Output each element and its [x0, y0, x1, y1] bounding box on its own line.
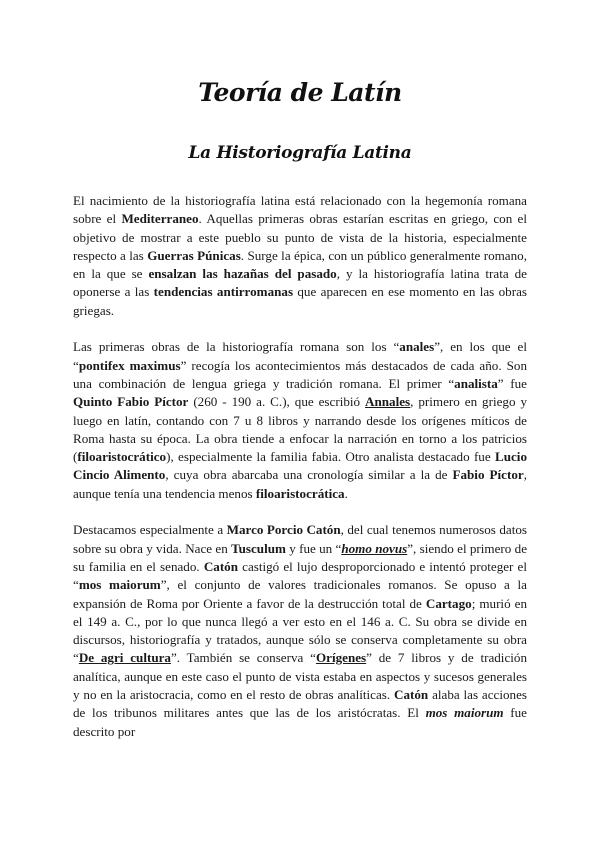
text-run: ), especialmente la familia fabia. Otro analista destacado fue: [166, 449, 495, 465]
emphasized-term: Cartago: [425, 595, 472, 611]
emphasized-term: De agri cultura: [78, 650, 171, 666]
text-run: ” de 7 libros y de tradición analítica, aunque en este caso el punto de vista estaba en aspectos y sucesos generales y no en la aristocracia, como en el resto de obras analíticas.: [73, 650, 527, 703]
text-run: , y la historiografía latina trata de oponerse a las: [73, 266, 527, 300]
text-run: . Aquellas primeras obras estarían escritas en griego, con el objetivo de mostrar a este pueblo su punto de vista de la historia, especialmente respecto a las: [73, 211, 527, 263]
text-run: .: [344, 485, 348, 501]
emphasized-term: Fabio Píctor: [452, 467, 524, 483]
text-run: ” fue: [497, 375, 527, 391]
emphasized-term: ensalzan las hazañas del pasado: [148, 266, 337, 282]
emphasized-term: pontifex maximus: [78, 357, 181, 373]
emphasized-term: filoaristocrático: [77, 449, 167, 465]
text-run: , del cual tenemos numerosos datos sobre su obra y vida. Nace en: [73, 522, 527, 556]
emphasized-term: Marco Porcio Catón: [226, 522, 341, 538]
text-run: fue descrito por: [73, 705, 527, 739]
emphasized-term: filoaristocrática: [255, 485, 345, 501]
paragraph-1: [73, 192, 527, 320]
emphasized-term: Orígenes: [315, 650, 367, 666]
paragraph-3: [73, 521, 527, 741]
text-run: , primero en griego y luego en latín, contando con 7 u 8 libros y narrando desde los orígenes míticos de Roma hasta su época. La obra tiende a enfocar la narración en torno a los patricios (: [73, 394, 527, 465]
emphasized-term: Mediterraneo: [121, 211, 199, 227]
emphasized-term: Tusculum: [231, 540, 286, 556]
emphasized-term: Catón: [394, 687, 429, 703]
text-run: , cuya obra abarcaba una cronología similar a la de: [165, 467, 453, 483]
emphasized-term: Guerras Púnicas: [147, 247, 241, 263]
emphasized-term: Lucio Cincio Alimento: [73, 449, 527, 483]
text-run: ”, en los que el “: [73, 339, 527, 373]
emphasized-term: anales: [399, 339, 435, 355]
emphasized-term: homo novus: [341, 540, 408, 556]
section-subtitle: La Historiografía Latina: [188, 143, 412, 163]
text-run: alaba las acciones de los tribunos militares antes que las de los aristócratas. El: [73, 687, 527, 721]
page-title: Teoría de Latín: [198, 78, 402, 107]
document-body: [73, 192, 527, 759]
emphasized-term: tendencias antirromanas: [153, 284, 294, 300]
text-run: y fue un “: [285, 540, 342, 556]
emphasized-term: mos maiorum: [425, 705, 504, 721]
text-run: castigó el lujo desproporcionado e intentó proteger el “: [73, 558, 527, 593]
emphasized-term: Annales: [365, 394, 411, 410]
text-run: ”, el conjunto de valores tradicionales romanos. Se opuso a la expansión de Roma por Oriente a favor de la destrucción total de: [73, 577, 527, 611]
text-run: . Surge la épica, con un público generalmente romano, en la que se: [73, 247, 527, 282]
text-run: El nacimiento de la historiografía latina está relacionado con la hegemonía romana sobre el: [73, 193, 527, 227]
text-run: ; murió en el 149 a. C., por lo que nunca llegó a ver esto en el 146 a. C. Su obra se divide en discursos, historiografía y tratados, aunque sólo se conserva completamente su obra “: [73, 595, 527, 666]
text-run: (260 - 190 a. C.), que escribió: [188, 394, 366, 410]
emphasized-term: Catón: [203, 558, 239, 574]
paragraph-2: [73, 338, 527, 503]
text-run: Las primeras obras de la historiografía romana son los “: [73, 339, 400, 355]
text-run: Destacamos especialmente a: [73, 522, 227, 538]
text-run: ” recogía los acontecimientos más destacados de cada año. Son una combinación de lengua griega y tradición romana. El primer “: [73, 357, 527, 391]
text-run: ”. También se conserva “: [170, 650, 316, 666]
emphasized-term: analista: [454, 375, 498, 391]
emphasized-term: mos maiorum: [78, 577, 161, 593]
emphasized-term: Quinto Fabio Píctor: [73, 394, 189, 410]
text-run: que aparecen en ese momento en las obras griegas.: [73, 284, 527, 318]
text-run: , aunque tenía una tendencia menos: [73, 467, 527, 501]
text-run: ”, siendo el primero de su familia en el senado.: [73, 540, 528, 574]
